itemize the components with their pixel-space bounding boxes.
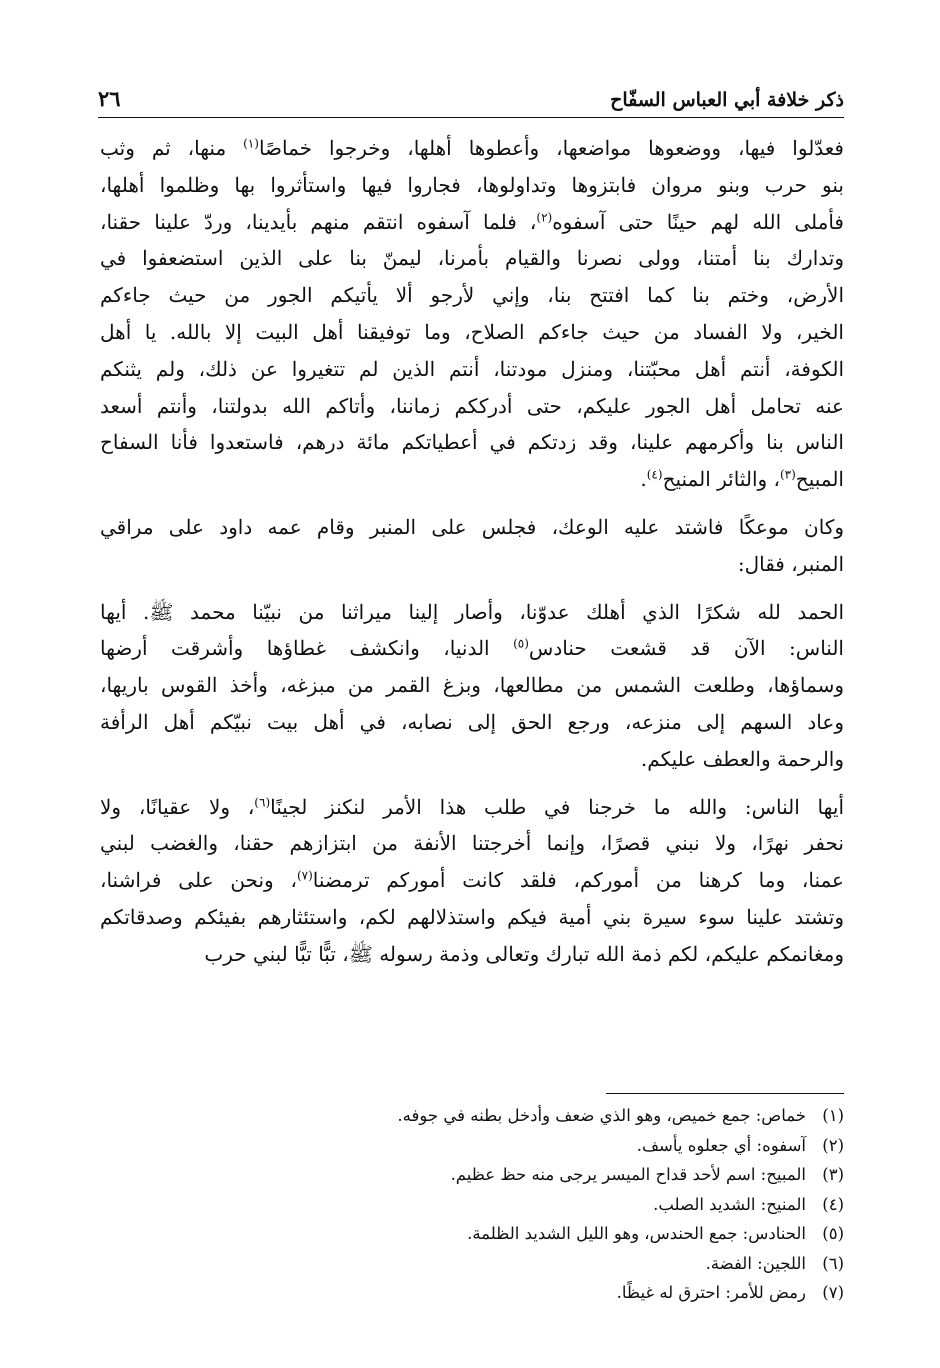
footnote-number: (٤)	[822, 1194, 844, 1214]
footnote	[100, 1101, 844, 1131]
footnote-text: المنيح: الشديد الصلب.	[653, 1194, 806, 1214]
text-line: ومغانمكم عليكم، لكم ذمة الله تبارك وتعالى وذمة رسوله ﷺ، تبًّا تبًّا لبني حرب	[204, 941, 844, 966]
text-line: وعاد السهم إلى منزعه، ورجع الحق إلى نصابه، في أهل بيت نبيّكم أهل الرأفة	[100, 709, 844, 734]
footnote	[100, 1190, 844, 1220]
footnote-number: (٧)	[822, 1283, 844, 1302]
text-line: عمنا، وما كرهنا من أموركم، فلقد كانت أموركم ترمضنا$^{(٧)}$، ونحن على فراشنا،	[100, 868, 844, 893]
footnote	[100, 1278, 844, 1308]
page-number: ٢٦	[98, 86, 121, 111]
footnote	[100, 1160, 844, 1190]
text-line: أيها الناس: والله ما خرجنا في طلب هذا الأمر لنكنز لجينًا$^{(٦)}$، ولا عقيانًا، ولا	[100, 794, 844, 819]
text-line: وتدارك بنا أمتنا، وولى نصرنا والقيام بأمرنا، ليمنّ بنا على الذين استضعفوا في	[100, 246, 844, 271]
text-line: الأرض، وختم بنا كما افتتح بنا، وإني لأرجو ألا يأتيكم الجور من حيث جاءكم	[100, 283, 844, 308]
footnote-marker: (٣)	[779, 467, 796, 482]
text-line: وتشتد علينا سوء سيرة بني أمية فيكم واستذلالهم لكم، واستئثارهم بفيئكم وصدقاتكم	[100, 904, 844, 929]
footnote-marker: (٥)	[513, 636, 529, 651]
paragraph	[100, 594, 844, 778]
text-line: الحمد لله شكرًا الذي أهلك عدوّنا، وأصار إلينا ميراثنا من نبيّنا محمد ﷺ. أيها	[100, 599, 844, 624]
footnote-text: رمض للأمر: احترق له غيظًا.	[616, 1283, 806, 1302]
text-line: المبيح$^{(٣)}$، والثائر المنيح$^{(٤)}$.	[640, 467, 844, 492]
paragraph	[100, 789, 844, 973]
footnote	[100, 1249, 844, 1279]
running-title: ذكر خلافة أبي العباس السفّاح	[610, 89, 844, 111]
footnote-number: (٦)	[822, 1253, 844, 1273]
footnotes	[100, 1101, 844, 1308]
text-line: فعدّلوا فيها، ووضعوها مواضعها، وأعطوها أهلها، وخرجوا خماصًا$^{(١)}$ منها، ثم وثب	[100, 136, 844, 160]
footnote	[100, 1131, 844, 1161]
footnote-number: (٣)	[822, 1165, 844, 1184]
footnote-marker: (٤)	[646, 467, 663, 482]
footnote-text: اللجين: الفضة.	[705, 1253, 806, 1273]
footnote-number: (٢)	[822, 1135, 844, 1155]
text-line: الكوفة، أنتم أهل محبّتنا، ومنزل مودتنا، أنتم الذين لم تتغيروا عن ذلك، ولم يثنكم	[100, 356, 844, 381]
footnote-marker: (٧)	[296, 868, 313, 883]
footnote-marker: (٦)	[254, 794, 271, 809]
text-line: عنه تحامل أهل الجور عليكم، حتى أدرككم زماننا، وأتاكم الله بدولتنا، وأنتم أسعد	[100, 393, 844, 418]
text-line: فأملى الله لهم حينًا حتى آسفوه$^{(٢)}$، فلما آسفوه انتقم منهم بأيدينا، وردّ علينا حقنا،	[100, 209, 844, 234]
footnote-marker: (١)	[243, 136, 259, 151]
footnote	[100, 1219, 844, 1249]
paragraph	[100, 130, 844, 498]
text-line: الناس: الآن قد قشعت حنادس$^{(٥)}$ الدنيا، وانكشف غطاؤها وأشرقت أرضها	[100, 636, 844, 661]
footnote-separator	[606, 1093, 844, 1094]
text-line: وكان موعكًا فاشتد عليه الوعك، فجلس على المنبر وقام عمه داود على مراقي	[100, 514, 844, 539]
footnote-marker: (٢)	[536, 209, 553, 224]
text-line: وسماؤها، وطلعت الشمس من مطالعها، وبزغ القمر من مبزغه، وأخذ القوس باريها،	[100, 673, 844, 698]
footnote-number: (١)	[822, 1106, 844, 1125]
text-line: والرحمة والعطف عليكم.	[640, 746, 844, 771]
paragraph	[100, 509, 844, 583]
footnote-text: آسفوه: أي جعلوه يأسف.	[636, 1135, 806, 1155]
text-line: بنو حرب وبنو مروان فابتزوها وتداولوها، فجاروا فيها واستأثروا بها وظلموا أهلها،	[100, 172, 844, 197]
footnote-number: (٥)	[822, 1224, 844, 1243]
body-text	[100, 130, 844, 984]
text-line: الخير، ولا الفساد من حيث جاءكم الصلاح، وما توفيقنا أهل البيت إلا بالله. يا أهل	[100, 319, 844, 344]
footnote-text: المبيح: اسم لأحد قداح الميسر يرجى منه حظ عظيم.	[450, 1165, 806, 1184]
text-line: المنبر، فقال:	[737, 551, 844, 576]
text-line: نحفر نهرًا، ولا نبني قصرًا، وإنما أخرجتنا الأنفة من ابتزازهم حقنا، والغضب لبني	[100, 831, 844, 856]
text-line: الناس بنا وأكرمهم علينا، وقد زدتكم في أعطياتكم مائة درهم، فاستعدوا فأنا السفاح	[100, 430, 844, 455]
running-header	[98, 78, 844, 118]
footnote-text: خماص: جمع خميص، وهو الذي ضعف وأدخل بطنه في جوفه.	[397, 1106, 806, 1125]
footnote-text: الحنادس: جمع الحندس، وهو الليل الشديد الظلمة.	[467, 1224, 806, 1243]
